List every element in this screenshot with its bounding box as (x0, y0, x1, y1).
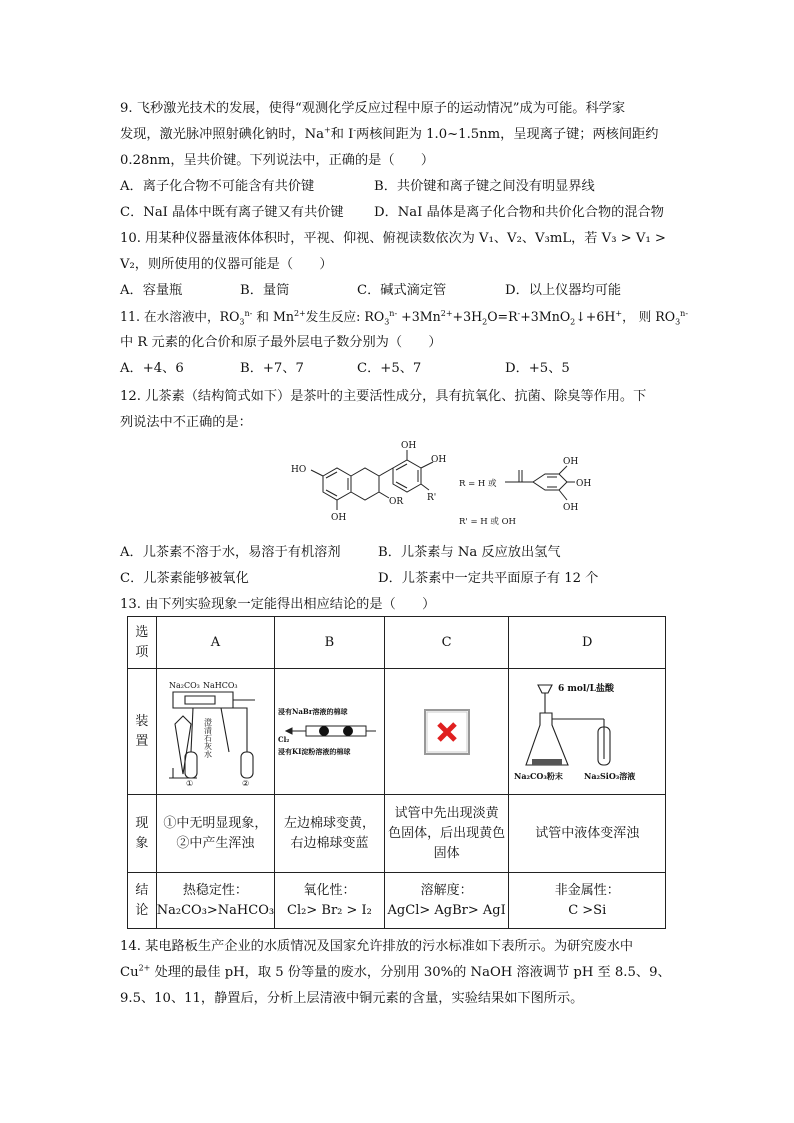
q9-option-d: D．NaI 晶体是离子化合物和共价化合物的混合物 (374, 205, 664, 220)
phenomena-d: 试管中液体变浑浊 (509, 795, 666, 873)
experiment-table (127, 616, 666, 929)
label-nahco3: NaHCO₃ (203, 680, 239, 690)
mol-sub-oh3: OH (563, 503, 579, 513)
apparatus-b (275, 669, 385, 795)
table-header-row (128, 617, 666, 669)
mol-rprime: R' (427, 493, 437, 503)
mol-ho-left: HO (291, 465, 307, 475)
mol-oh-bottom: OH (331, 513, 347, 523)
label-limewater: 澄清石灰水 (203, 717, 213, 758)
catechin-structure (285, 440, 615, 532)
q12-option-b: B．儿茶素与 Na 反应放出氢气 (378, 545, 561, 560)
q11-option-a: A．+4、6 (120, 361, 184, 376)
heating-apparatus-diagram (163, 678, 267, 786)
conclusion-a: 热稳定性： Na₂CO₃>NaHCO₃ (156, 873, 274, 929)
mol-or: OR (389, 497, 404, 507)
q9-line2: 发现，激光脉冲照射碘化钠时，Na+和 I-两核间距为 1.0~1.5nm，呈现离子键；两核间距约 (120, 125, 659, 142)
label-na2co3: Na₂CO₃ (169, 680, 201, 690)
q13-line1: 13. 由下列实验现象一定能得出相应结论的是（ ） (120, 597, 436, 612)
phenomena-b: 左边棉球变黄， 右边棉球变蓝 (275, 795, 385, 873)
conclusion-b: 氧化性： Cl₂> Br₂ > I₂ (275, 873, 385, 929)
q10-option-c: C．碱式滴定管 (357, 283, 447, 298)
apparatus-a (156, 669, 274, 795)
q11-line1: 11. 在水溶液中，$RO_3^{n-}$ 和 $Mn^{2+}$发生反应: $RO_3^{n-}$ $+3Mn^{2+}+3H_2O=R^-+3MnO_2↓+6H^+$， 则 $RO_3^{n-}$ (120, 308, 689, 327)
q11-option-c: C．+5、7 (357, 361, 422, 376)
q14-line1: 14. 某电路板生产企业的水质情况及国家允许排放的污水标准如下表所示。为研究废水中 (120, 939, 634, 954)
q9-line3: 0.28nm，呈共价键。下列说法中，正确的是（ ） (120, 153, 435, 168)
table-row-phenomena (128, 795, 666, 873)
mol-sub-oh2: OH (576, 479, 592, 489)
mol-oh-top1: OH (401, 441, 417, 451)
header-a: A (156, 617, 274, 669)
header-b: B (275, 617, 385, 669)
apparatus-d (509, 669, 666, 795)
mol-rprime-definition: R' = H 或 OH (459, 517, 516, 527)
apparatus-label-cell: 装 置 (128, 669, 157, 795)
mol-r-definition: R = H 或 (459, 479, 497, 489)
phenomena-a: ①中无明显现象， ②中产生浑浊 (156, 795, 274, 873)
phenomena-c: 试管中先出现淡黄 色固体，后出现黄色 固体 (384, 795, 509, 873)
q10-option-a: A．容量瓶 (120, 283, 183, 298)
q9-option-a: A．离子化合物不可能含有共价键 (120, 179, 315, 194)
q10-line1: 10. 用某种仪器量液体体积时，平视、仰视、俯视读数依次为 V₁、V₂、V₃mL，若 V₃ > V₁ > (120, 231, 666, 246)
q10-option-b: B．量筒 (240, 283, 290, 298)
phenomena-label-cell: 现 象 (128, 795, 157, 873)
flask-apparatus-diagram (512, 677, 662, 787)
apparatus-c (384, 669, 509, 795)
label-tube2: ② (242, 778, 250, 786)
label-tube1: ① (186, 778, 194, 786)
q12-option-c: C．儿茶素能够被氧化 (120, 571, 249, 586)
q10-line2: V₂，则所使用的仪器可能是（ ） (120, 257, 333, 272)
label-hcl: 6 mol/L盐酸 (558, 683, 615, 694)
q9-line1: 9. 飞秒激光技术的发展，使得“观测化学反应过程中原子的运动情况”成为可能。科学家 (120, 101, 626, 116)
conclusion-d: 非金属性： C >Si (509, 873, 666, 929)
label-na2sio3: Na₂SiO₃溶液 (584, 770, 636, 781)
table-row-conclusion (128, 873, 666, 929)
q10-option-d: D．以上仪器均可能 (505, 283, 622, 298)
label-cl2: Cl₂ (278, 734, 290, 744)
q11-option-d: D．+5、5 (505, 361, 570, 376)
q14-line2: $Cu^{2+}$ 处理的最佳 pH，取 5 份等量的废水，分别用 30%的 NaOH 溶液调节 pH 至 8.5、9、 (120, 963, 671, 980)
q14-line3: 9.5、10、11，静置后，分析上层清液中铜元素的含量，实验结果如下图所示。 (120, 991, 584, 1006)
table-row-apparatus (128, 669, 666, 795)
q11-option-b: B．+7、7 (240, 361, 304, 376)
q9-option-c: C．NaI 晶体中既有离子键又有共价键 (120, 205, 344, 220)
label-ki-cotton: 浸有KI淀粉溶液的棉球 (278, 746, 351, 756)
mol-oh-top2: OH (431, 455, 447, 465)
glass-tube-diagram (276, 702, 382, 762)
label-nabr-cotton: 浸有NaBr溶液的棉球 (278, 706, 348, 716)
q12-line1: 12. 儿茶素（结构简式如下）是茶叶的主要活性成分，具有抗氧化、抗菌、除臭等作用。下 (120, 389, 647, 404)
broken-image-icon (417, 702, 477, 762)
header-c: C (384, 617, 509, 669)
q12-option-a: A．儿茶素不溶于水，易溶于有机溶剂 (120, 545, 341, 560)
header-option-cell: 选 项 (128, 617, 157, 669)
mol-sub-oh1: OH (563, 457, 579, 467)
label-na2co3-powder: Na₂CO₃粉末 (514, 770, 564, 781)
q9-option-b: B．共价键和离子键之间没有明显界线 (374, 179, 595, 194)
q12-option-d: D．儿茶素中一定共平面原子有 12 个 (378, 571, 599, 586)
q12-line2: 列说法中不正确的是： (120, 415, 252, 430)
header-d: D (509, 617, 666, 669)
conclusion-c: 溶解度： AgCl> AgBr> AgI (384, 873, 509, 929)
q11-line2: 中 R 元素的化合价和原子最外层电子数分别为（ ） (120, 335, 442, 350)
conclusion-label-cell: 结 论 (128, 873, 157, 929)
